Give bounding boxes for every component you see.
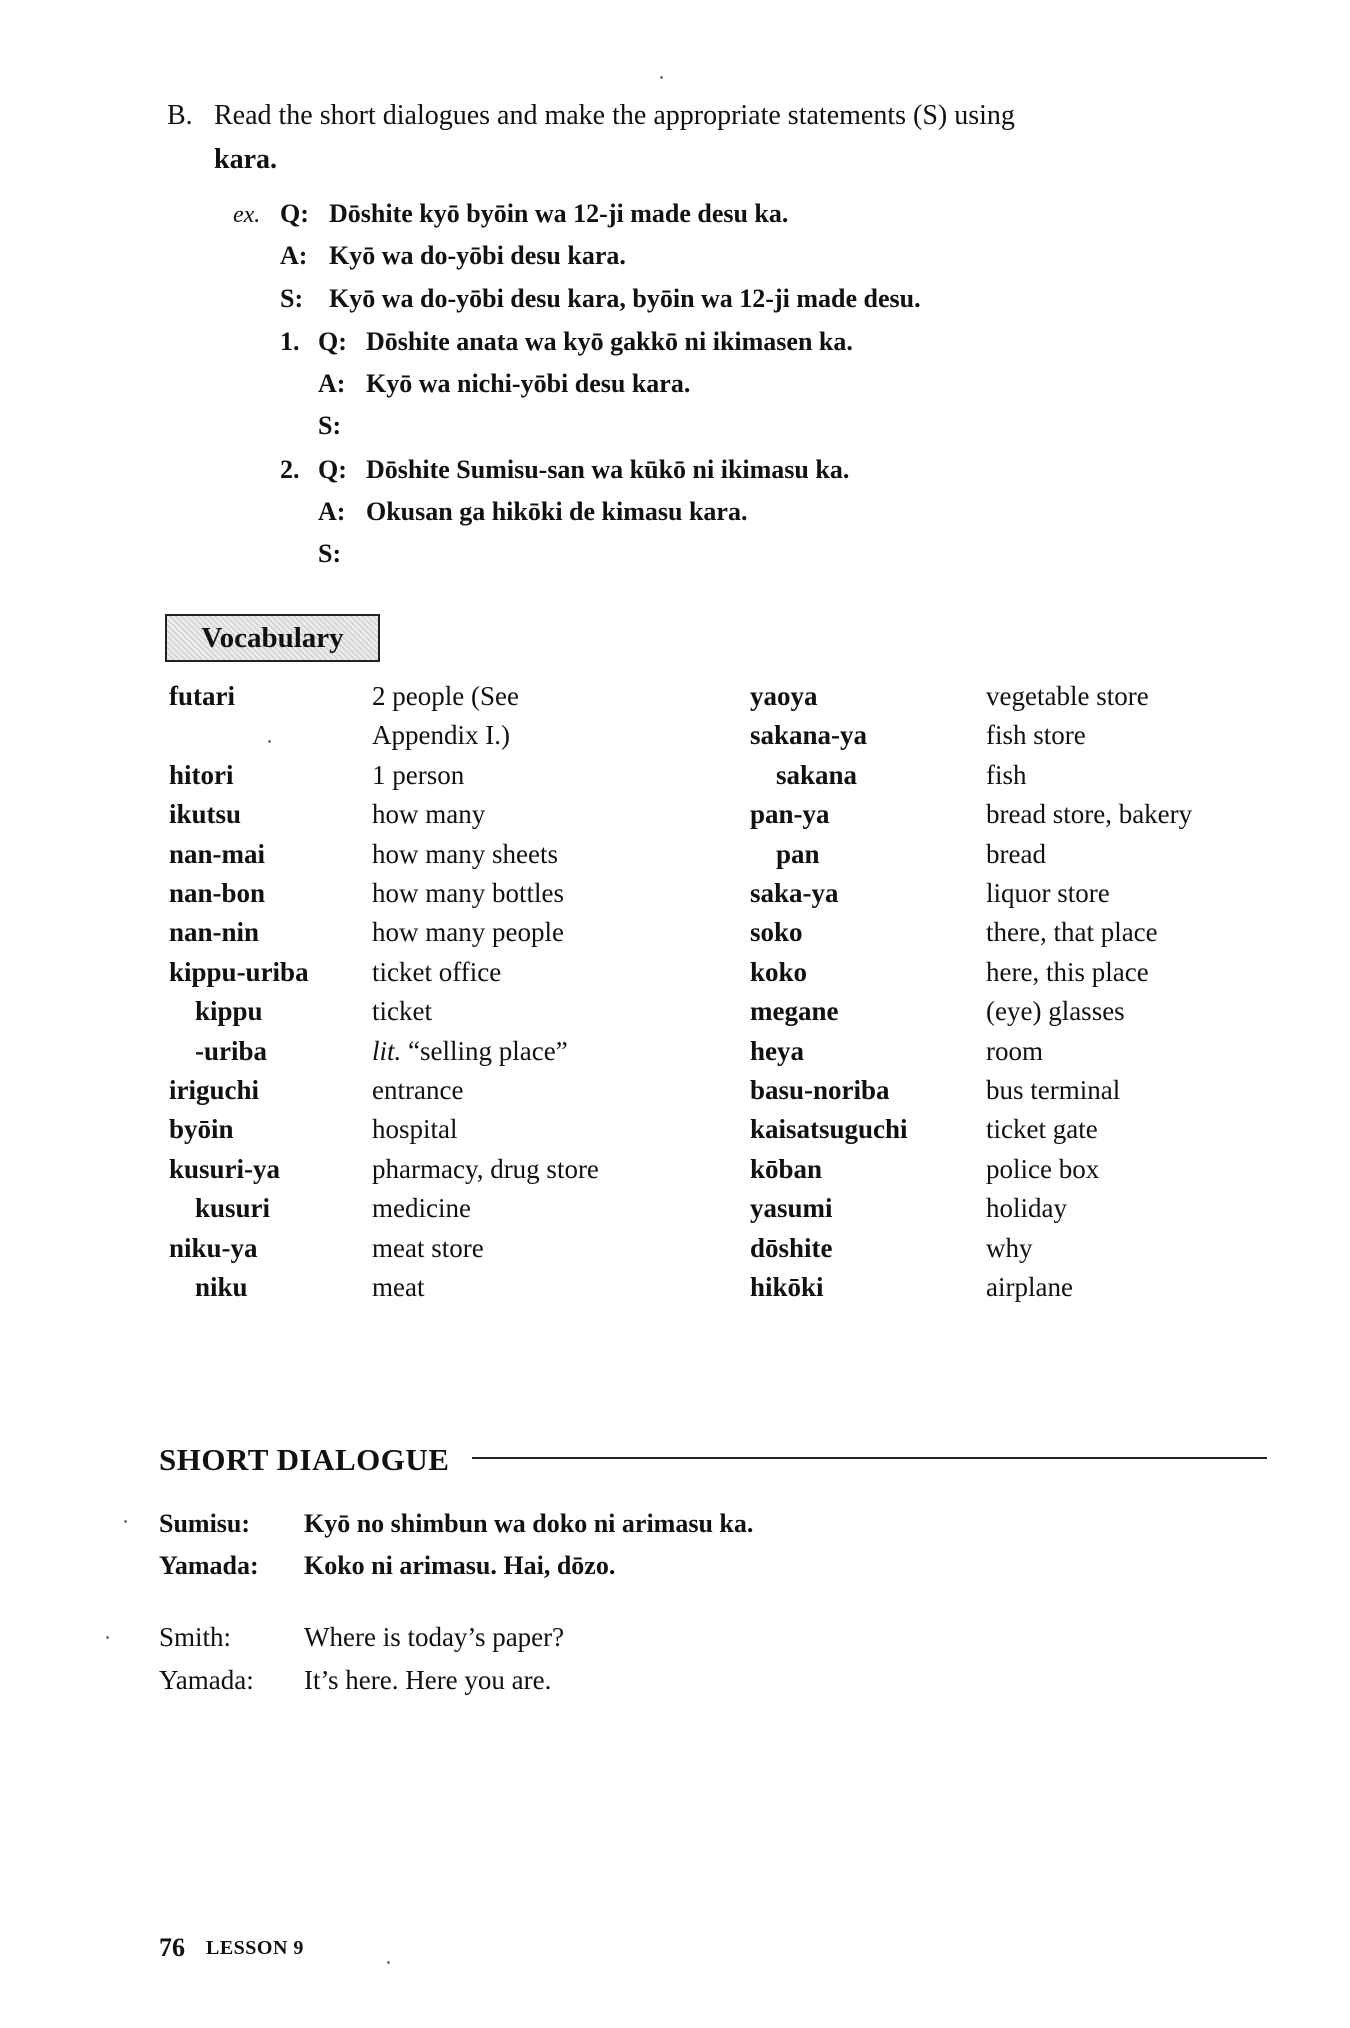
item-1-q-label: Q: <box>318 327 347 356</box>
vocab-term: nan-bon <box>169 878 266 908</box>
item-1-number: 1. <box>280 327 300 356</box>
vocab-definition: how many sheets <box>372 838 558 869</box>
vocab-definition: fish store <box>986 720 1086 751</box>
vocab-term: nan-mai <box>169 838 266 869</box>
example-marker: ex. <box>233 202 261 228</box>
vocab-definition: liquor store <box>986 878 1110 908</box>
jp-line-1: Kyō no shimbun wa doko ni arimasu ka. <box>304 1509 754 1538</box>
en-line-1: Where is today’s paper? <box>304 1622 565 1652</box>
item-1-s-label: S: <box>318 411 342 440</box>
vocab-term: sakana <box>776 759 858 790</box>
vocab-definition: bus terminal <box>986 1075 1121 1105</box>
vocab-term: -uriba <box>195 1035 268 1066</box>
exercise-instruction: Read the short dialogues and make the appropriate statements (S) using <box>214 100 1015 131</box>
vocab-definition: (eye) glasses <box>986 996 1125 1027</box>
vocab-term: pan-ya <box>750 799 830 830</box>
vocab-definition: 2 people (See <box>372 681 519 711</box>
en-speaker-2: Yamada: <box>159 1665 254 1695</box>
vocab-term: hitori <box>169 759 234 790</box>
vocab-definition: ticket <box>372 996 432 1027</box>
vocab-term: heya <box>750 1035 804 1066</box>
vocab-term: koko <box>750 956 808 987</box>
scan-speck <box>387 1961 390 1964</box>
vocab-definition: meat store <box>372 1232 484 1263</box>
vocab-term: nan-nin <box>169 917 260 948</box>
item-2-s-label: S: <box>318 539 342 568</box>
vocab-term: soko <box>750 917 803 948</box>
vocab-definition: bread <box>986 838 1046 869</box>
vocab-definition: fish <box>986 759 1027 790</box>
vocab-term: megane <box>750 996 839 1027</box>
item-2-a-label: A: <box>318 497 346 526</box>
example-q-label: Q: <box>280 199 309 228</box>
vocab-definition: 1 person <box>372 759 465 790</box>
vocab-definition: here, this place <box>986 956 1149 987</box>
vocab-term: iriguchi <box>169 1075 260 1105</box>
vocab-definition: how many bottles <box>372 878 564 908</box>
item-1-answer: Kyō wa nichi-yōbi desu kara. <box>366 369 691 398</box>
vocab-definition-text: “selling place” <box>401 1035 568 1066</box>
scan-speck <box>268 740 271 743</box>
vocab-definition: how many people <box>372 917 564 948</box>
example-statement: Kyō wa do-yōbi desu kara, byōin wa 12-ji made desu. <box>329 284 921 313</box>
vocab-term: ikutsu <box>169 799 242 830</box>
en-speaker-1: Smith: <box>159 1622 232 1652</box>
scan-speck <box>660 76 663 79</box>
exercise-letter: B. <box>167 100 193 131</box>
vocab-term: pan <box>776 838 820 869</box>
vocab-term: basu-noriba <box>750 1075 890 1105</box>
vocab-term: kusuri-ya <box>169 1153 281 1184</box>
example-answer: Kyō wa do-yōbi desu kara. <box>329 241 626 270</box>
en-line-2: It’s here. Here you are. <box>304 1665 552 1695</box>
example-s-label: S: <box>280 284 304 313</box>
vocab-definition: holiday <box>986 1193 1067 1224</box>
vocab-term: kippu-uriba <box>169 956 309 987</box>
vocab-definition: entrance <box>372 1075 464 1105</box>
vocab-definition: bread store, bakery <box>986 799 1193 830</box>
vocab-definition: room <box>986 1035 1043 1066</box>
vocab-definition <box>372 1035 568 1066</box>
item-1-a-label: A: <box>318 369 346 398</box>
vocab-definition: why <box>986 1232 1033 1263</box>
section-rule <box>472 1457 1267 1459</box>
vocab-definition: Appendix I.) <box>372 720 510 751</box>
item-2-question: Dōshite Sumisu-san wa kūkō ni ikimasu ka. <box>366 455 850 484</box>
vocab-term: byōin <box>169 1114 234 1145</box>
vocab-definition: pharmacy, drug store <box>372 1153 599 1184</box>
vocab-definition: ticket gate <box>986 1114 1098 1145</box>
page-number: 76 <box>159 1933 185 1962</box>
vocab-term: sakana-ya <box>750 720 868 751</box>
vocab-definition: there, that place <box>986 917 1158 948</box>
vocab-term: niku-ya <box>169 1232 258 1263</box>
item-2-q-label: Q: <box>318 455 347 484</box>
jp-speaker-2: Yamada: <box>159 1551 259 1580</box>
vocab-term: dōshite <box>750 1232 833 1263</box>
vocab-term: yaoya <box>750 681 818 711</box>
scan-speck <box>106 1636 109 1639</box>
vocab-definition-italic: lit. <box>372 1035 402 1066</box>
vocab-definition: how many <box>372 799 486 830</box>
vocab-term: yasumi <box>750 1193 833 1224</box>
item-2-number: 2. <box>280 455 300 484</box>
vocab-term: kippu <box>195 996 263 1027</box>
example-question: Dōshite kyō byōin wa 12-ji made desu ka. <box>329 199 789 228</box>
vocab-definition: meat <box>372 1272 425 1302</box>
jp-line-2: Koko ni arimasu. Hai, dōzo. <box>304 1551 616 1580</box>
scan-speck <box>124 1520 127 1523</box>
vocab-definition: airplane <box>986 1272 1073 1302</box>
vocab-definition: police box <box>986 1153 1100 1184</box>
vocab-definition: hospital <box>372 1114 458 1145</box>
item-2-answer: Okusan ga hikōki de kimasu kara. <box>366 497 748 526</box>
jp-speaker-1: Sumisu: <box>159 1509 251 1538</box>
example-a-label: A: <box>280 241 308 270</box>
short-dialogue-title: SHORT DIALOGUE <box>159 1442 450 1477</box>
vocabulary-title: Vocabulary <box>201 621 344 654</box>
vocab-term: hikōki <box>750 1272 824 1302</box>
vocab-term: kaisatsuguchi <box>750 1114 908 1145</box>
vocab-term: niku <box>195 1272 248 1302</box>
vocab-term: kōban <box>750 1153 823 1184</box>
vocab-definition: medicine <box>372 1193 471 1224</box>
vocab-definition: vegetable store <box>986 681 1149 711</box>
exercise-instruction-kara: kara. <box>214 144 277 175</box>
item-1-question: Dōshite anata wa kyō gakkō ni ikimasen ka. <box>366 327 853 356</box>
lesson-label: LESSON 9 <box>206 1937 304 1959</box>
vocab-term: kusuri <box>195 1193 271 1224</box>
vocab-term: saka-ya <box>750 878 839 908</box>
vocab-definition: ticket office <box>372 956 502 987</box>
vocabulary-heading <box>165 614 380 662</box>
vocab-term: futari <box>169 681 235 711</box>
